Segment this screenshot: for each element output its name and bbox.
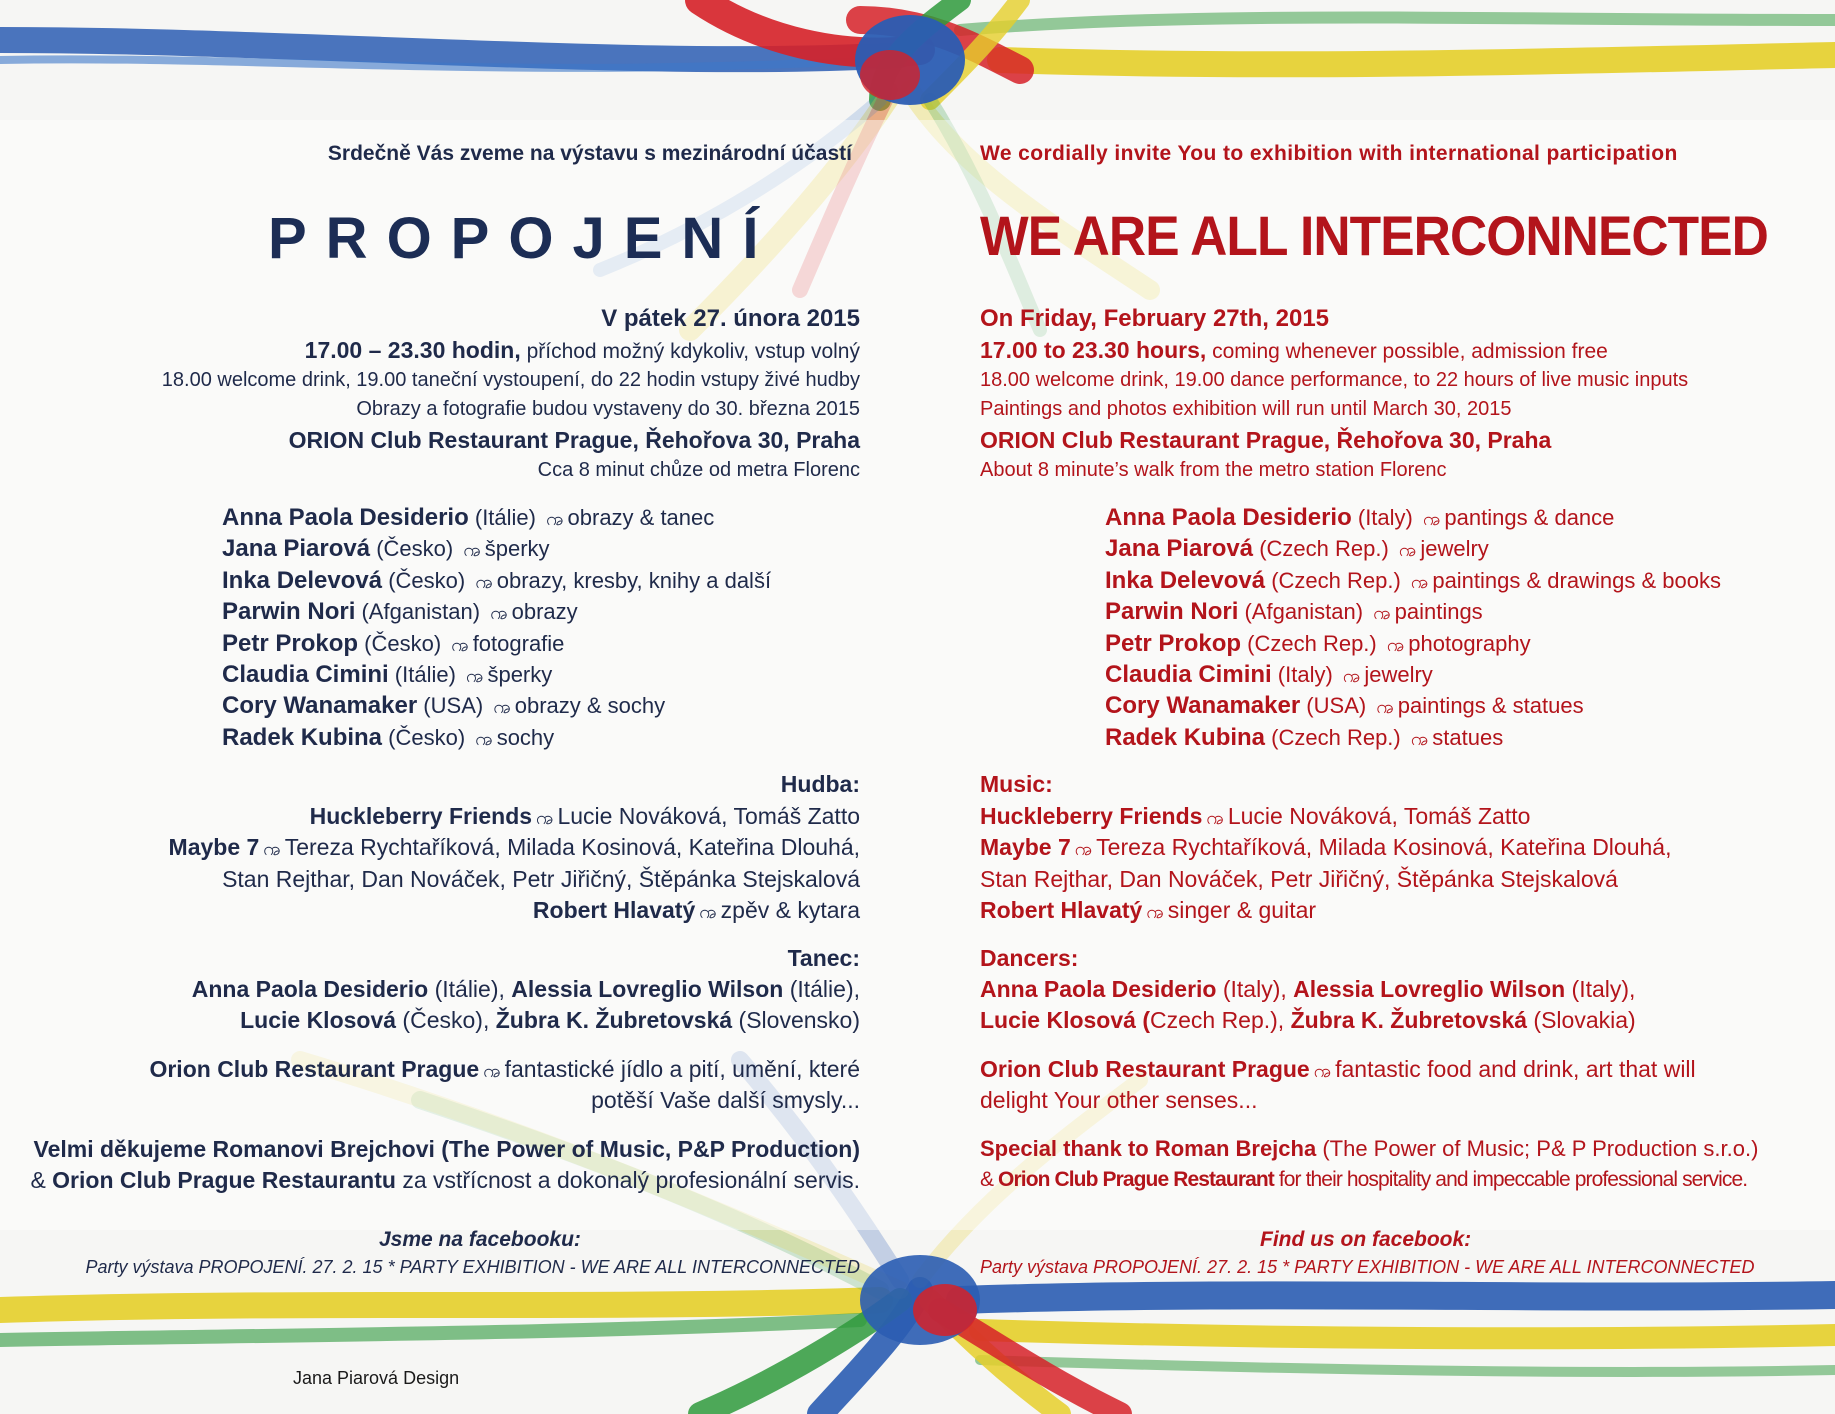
- en-artist-origin: (Czech Rep.): [1265, 567, 1407, 593]
- ornament-icon: ꩠ: [1376, 697, 1394, 719]
- cz-band1-name: Huckleberry Friends: [309, 803, 533, 829]
- ornament-icon: ꩠ: [490, 603, 508, 625]
- en-artist-work: paintings & drawings & books: [1432, 567, 1721, 593]
- ornament-icon: ꩠ: [1422, 509, 1441, 530]
- cz-artist-work: šperky: [487, 662, 553, 687]
- cz-artist-name: Inka Delevová: [222, 566, 383, 594]
- cz-artist-origin: (Itálie): [388, 662, 463, 687]
- en-music-heading: Music:: [980, 771, 1053, 797]
- en-dancers-line1: [980, 976, 1635, 1003]
- cz-band1: [310, 803, 860, 834]
- en-band2-name: Maybe 7: [980, 834, 1071, 860]
- en-title: WE ARE ALL INTERCONNECTED: [980, 204, 1768, 267]
- cz-artist-origin: (Česko): [382, 567, 472, 593]
- ornament-icon: ꩠ: [1410, 728, 1429, 750]
- cz-artist-row: [222, 535, 550, 566]
- ornament-icon: ꩠ: [699, 902, 717, 923]
- design-credit: Jana Piarová Design: [293, 1368, 460, 1388]
- cz-program: 18.00 welcome drink, 19.00 taneční vystoupení, do 22 hodin vstupy živé hudby: [161, 369, 860, 391]
- en-artist-row: [1105, 535, 1489, 566]
- en-band1: [980, 803, 1530, 834]
- en-artist-row: [1105, 661, 1433, 692]
- en-artist-name: Cory Wanamaker: [1105, 692, 1301, 720]
- cz-artist-origin: (Česko): [370, 536, 460, 562]
- cz-band2-members-2: Stan Rejthar, Dan Nováček, Petr Jiřičný, Štěpánka Stejskalová: [222, 866, 860, 892]
- en-artist-row: [1105, 598, 1483, 629]
- cz-singer: [533, 897, 860, 928]
- cz-artist-work: obrazy & tanec: [567, 505, 715, 530]
- en-singer-name: Robert Hlavatý: [980, 897, 1143, 923]
- cz-club-desc-2: potěší Vaše další smysly...: [591, 1087, 860, 1113]
- en-dancer4-name: Žubra K. Žubretovská: [1290, 1007, 1528, 1033]
- cz-dancer2-origin: (Itálie),: [783, 976, 860, 1002]
- en-artist-work: statues: [1432, 724, 1504, 750]
- en-club-desc-2: delight Your other senses...: [980, 1087, 1258, 1113]
- cz-artist-name: Parwin Nori: [222, 598, 356, 626]
- en-artist-name: Jana Piarová: [1105, 535, 1254, 563]
- cz-band2-name: Maybe 7: [168, 834, 260, 860]
- cz-fb-line: Party výstava PROPOJENÍ. 27. 2. 15 * PARTY EXHIBITION - WE ARE ALL INTERCONNECTED: [85, 1257, 860, 1277]
- en-artist-row: [1105, 504, 1614, 535]
- cz-dancer2-name: Alessia Lovreglio Wilson: [511, 976, 784, 1002]
- cz-invite: Srdečně Vás zveme na výstavu s mezinárodní účastí: [327, 142, 852, 165]
- cz-dancer1-origin: (Itálie),: [428, 976, 512, 1002]
- en-walk: About 8 minute’s walk from the metro station Florenc: [980, 459, 1447, 481]
- cz-singer-role: zpěv & kytara: [720, 897, 860, 923]
- en-dancer4-origin: (Slovakia): [1527, 1007, 1636, 1033]
- en-band1-name: Huckleberry Friends: [980, 803, 1203, 829]
- ornament-icon: ꩠ: [1373, 603, 1391, 625]
- en-thanks-1-rest: (The Power of Music; P& P Production s.r.o.): [1316, 1136, 1759, 1161]
- cz-venue: ORION Club Restaurant Prague, Řehořova 30, Praha: [288, 427, 860, 453]
- en-fb-line: Party výstava PROPOJENÍ. 27. 2. 15 * PARTY EXHIBITION - WE ARE ALL INTERCONNECTED: [980, 1257, 1755, 1277]
- cz-thanks-2: [30, 1167, 860, 1194]
- en-thanks-2: [980, 1168, 1747, 1192]
- en-artist-work: photography: [1408, 630, 1531, 656]
- en-artist-work: paintings & statues: [1397, 693, 1584, 719]
- cz-artist-work: fotografie: [472, 630, 565, 656]
- en-time-rest: coming whenever possible, admission free: [1206, 340, 1608, 363]
- cz-time-bold: 17.00 – 23.30 hodin,: [304, 337, 521, 363]
- en-artist-origin: (Czech Rep.): [1253, 536, 1395, 562]
- en-band2: [980, 834, 1671, 865]
- cz-fb-heading: Jsme na facebooku:: [379, 1228, 581, 1251]
- ornament-icon: ꩠ: [493, 697, 511, 719]
- en-club-line1: [980, 1056, 1696, 1087]
- cz-artist-name: Anna Paola Desiderio: [222, 504, 469, 531]
- ornament-icon: ꩠ: [1146, 902, 1164, 923]
- ornament-icon: ꩠ: [463, 540, 481, 562]
- cz-dancers-line2: [240, 1007, 860, 1034]
- en-dancer1-origin: (Italy),: [1216, 976, 1294, 1002]
- ornament-icon: ꩠ: [1386, 634, 1405, 656]
- cz-dancer4-origin: (Slovensko): [732, 1007, 860, 1033]
- cz-band2: [169, 834, 860, 865]
- cz-club-name: Orion Club Restaurant Prague: [149, 1056, 480, 1082]
- cz-artist-row: [222, 724, 554, 755]
- cz-title: PROPOJENÍ: [268, 206, 778, 271]
- en-artist-work: jewelry: [1364, 662, 1433, 687]
- en-artist-work: jewelry: [1420, 536, 1489, 562]
- cz-club-line1: [149, 1056, 860, 1087]
- ornament-icon: ꩠ: [1206, 808, 1224, 829]
- cz-artist-origin: (Itálie): [468, 505, 543, 530]
- en-singer: [980, 897, 1316, 928]
- ornament-icon: ꩠ: [1410, 571, 1429, 593]
- cz-artist-origin: (USA): [417, 693, 490, 719]
- en-artist-work: pantings & dance: [1444, 505, 1615, 530]
- cz-dancer4-name: Žubra K. Žubretovská: [495, 1007, 733, 1033]
- en-artist-name: Parwin Nori: [1105, 598, 1239, 626]
- en-dancer3-origin: Czech Rep.),: [1149, 1007, 1291, 1033]
- en-dancer2-name: Alessia Lovreglio Wilson: [1293, 976, 1566, 1002]
- cz-artist-origin: (Česko): [382, 724, 472, 750]
- en-artist-origin: (USA): [1300, 693, 1373, 719]
- en-dancers-line2: [980, 1007, 1636, 1034]
- ornament-icon: ꩠ: [483, 1061, 501, 1082]
- cz-artist-row: [222, 661, 552, 692]
- en-time: [980, 337, 1608, 364]
- en-venue: ORION Club Restaurant Prague, Řehořova 30, Praha: [980, 427, 1552, 453]
- cz-artist-work: sochy: [496, 724, 555, 750]
- cz-club-desc-1: fantastické jídlo a pití, umění, které: [504, 1056, 860, 1082]
- cz-artist-work: obrazy & sochy: [514, 693, 666, 719]
- en-singer-role: singer & guitar: [1167, 897, 1317, 923]
- ornament-icon: ꩠ: [1398, 540, 1417, 562]
- en-artist-row: [1105, 692, 1584, 723]
- en-artist-name: Petr Prokop: [1105, 629, 1242, 657]
- cz-thanks-2-rest: za vstřícnost a dokonalý profesionální servis.: [395, 1167, 860, 1193]
- cz-artist-row: [222, 567, 771, 598]
- en-artist-origin: (Czech Rep.): [1241, 630, 1383, 656]
- en-artist-origin: (Czech Rep.): [1265, 724, 1407, 750]
- cz-dancer1-name: Anna Paola Desiderio: [191, 976, 429, 1002]
- en-club-name: Orion Club Restaurant Prague: [980, 1056, 1310, 1082]
- en-artist-row: [1105, 724, 1503, 755]
- cz-artist-origin: (Česko): [358, 630, 448, 656]
- en-time-bold: 17.00 to 23.30 hours,: [980, 337, 1207, 363]
- en-band2-members-1: Tereza Rychtaříková, Milada Kosinová, Kateřina Dlouhá,: [1096, 834, 1672, 860]
- cz-dancer3-name: Lucie Klosová: [240, 1007, 397, 1033]
- en-club-desc-1: fantastic food and drink, art that will: [1335, 1056, 1696, 1082]
- en-fb-heading: Find us on facebook:: [1260, 1228, 1472, 1251]
- cz-time: [305, 337, 860, 364]
- en-dancer1-name: Anna Paola Desiderio: [980, 976, 1217, 1002]
- cz-dancer3-origin: (Česko),: [396, 1007, 496, 1033]
- ornament-icon: ꩠ: [475, 728, 493, 750]
- en-band2-members-2: Stan Rejthar, Dan Nováček, Petr Jiřičný, Štěpánka Stejskalová: [980, 866, 1618, 892]
- en-dancer2-origin: (Italy),: [1565, 976, 1636, 1002]
- en-date: On Friday, February 27th, 2015: [980, 305, 1330, 332]
- cz-music-heading: Hudba:: [780, 771, 860, 797]
- cz-dance-heading: Tanec:: [787, 945, 860, 971]
- en-artist-row: [1105, 567, 1721, 598]
- en-artist-row: [1105, 630, 1531, 661]
- cz-date: V pátek 27. února 2015: [601, 305, 860, 332]
- en-thanks-2-rest: for their hospitality and impeccable professional service.: [1273, 1168, 1748, 1191]
- en-dance-heading: Dancers:: [980, 945, 1079, 971]
- en-thanks-1: [980, 1136, 1758, 1162]
- cz-artist-name: Claudia Cimini: [222, 661, 389, 688]
- en-artist-origin: (Italy): [1271, 662, 1339, 687]
- en-artist-name: Anna Paola Desiderio: [1105, 504, 1352, 531]
- cz-thanks-1: Velmi děkujeme Romanovi Brejchovi (The Power of Music, P&P Production): [33, 1136, 860, 1162]
- en-band1-members: Lucie Nováková, Tomáš Zatto: [1227, 803, 1531, 829]
- en-thanks-2-bold: Orion Club Prague Restaurant: [998, 1168, 1274, 1191]
- cz-artist-row: [222, 692, 665, 723]
- ornament-icon: ꩠ: [451, 634, 469, 656]
- cz-time-rest: příchod možný kdykoliv, vstup volný: [520, 340, 860, 363]
- cz-artist-name: Cory Wanamaker: [222, 692, 418, 720]
- ornament-icon: ꩠ: [475, 571, 493, 593]
- cz-artist-name: Radek Kubina: [222, 723, 383, 751]
- en-artist-name: Inka Delevová: [1105, 566, 1266, 594]
- ornament-icon: ꩠ: [263, 839, 281, 860]
- cz-artist-work: obrazy: [511, 599, 578, 625]
- cz-walk: Cca 8 minut chůze od metra Florenc: [537, 459, 860, 481]
- cz-artist-row: [222, 598, 578, 629]
- cz-thanks-2-bold: Orion Club Prague Restaurantu: [52, 1167, 396, 1193]
- ornament-icon: ꩠ: [1313, 1061, 1332, 1082]
- cz-artist-work: šperky: [484, 536, 550, 562]
- cz-band1-members: Lucie Nováková, Tomáš Zatto: [557, 803, 860, 829]
- cz-band2-members-1: Tereza Rychtaříková, Milada Kosinová, Kateřina Dlouhá,: [284, 834, 860, 860]
- ornament-icon: ꩠ: [1074, 839, 1093, 860]
- cz-dancers-line1: [192, 976, 860, 1003]
- ornament-icon: ꩠ: [536, 808, 554, 829]
- en-artist-origin: (Italy): [1351, 505, 1419, 530]
- en-exhibit-until: Paintings and photos exhibition will run until March 30, 2015: [980, 398, 1512, 420]
- cz-artist-work: obrazy, kresby, knihy a další: [496, 567, 772, 593]
- cz-exhibit-until: Obrazy a fotografie budou vystaveny do 30. března 2015: [356, 398, 860, 420]
- en-artist-name: Radek Kubina: [1105, 723, 1266, 751]
- cz-artist-row: [222, 504, 714, 535]
- cz-artist-name: Jana Piarová: [222, 535, 371, 563]
- en-thanks-amp: &: [980, 1168, 999, 1191]
- cz-artist-origin: (Afganistan): [355, 599, 487, 625]
- cz-artist-name: Petr Prokop: [222, 629, 359, 657]
- en-artist-origin: (Afganistan): [1238, 599, 1370, 625]
- en-thanks-1-bold: Special thank to Roman Brejcha: [980, 1136, 1317, 1161]
- cz-artist-row: [222, 630, 564, 661]
- cz-thanks-amp: &: [30, 1167, 53, 1193]
- en-artist-work: paintings: [1394, 599, 1483, 625]
- en-invite: We cordially invite You to exhibition with international participation: [980, 142, 1678, 165]
- cz-singer-name: Robert Hlavatý: [532, 897, 696, 923]
- en-artist-name: Claudia Cimini: [1105, 661, 1272, 688]
- en-program: 18.00 welcome drink, 19.00 dance performance, to 22 hours of live music inputs: [980, 369, 1689, 391]
- ornament-icon: ꩠ: [546, 509, 564, 530]
- ornament-icon: ꩠ: [466, 666, 484, 687]
- en-dancer3-name: Lucie Klosová (: [980, 1007, 1150, 1033]
- ornament-icon: ꩠ: [1342, 666, 1361, 687]
